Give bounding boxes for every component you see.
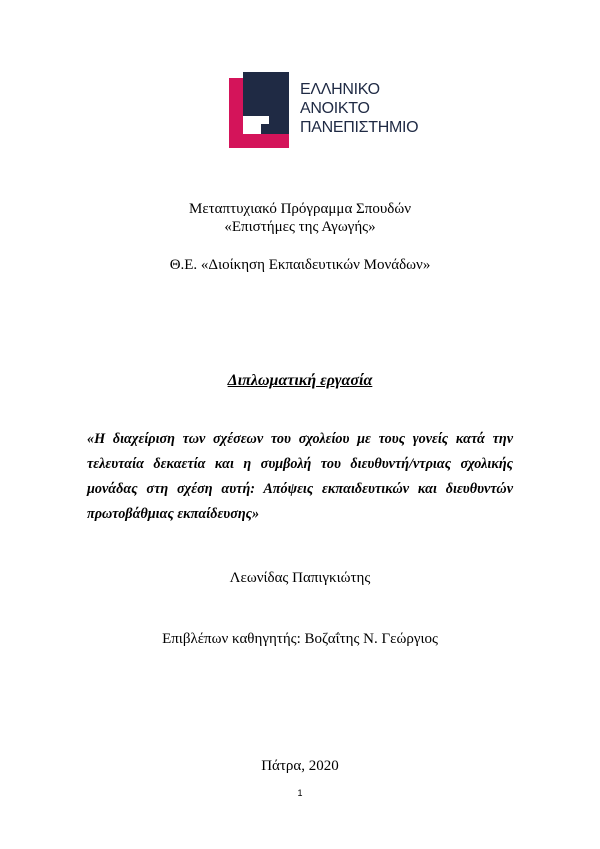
title-line-2: τελευταία δεκαετία και η συμβολή του διευθυντή/ντριας σχολικής: [87, 456, 513, 472]
course-name: Θ.Ε. «Διοίκηση Εκπαιδευτικών Μονάδων»: [169, 257, 431, 273]
program-subtitle: «Επιστήμες της Αγωγής»: [224, 219, 376, 235]
university-logo: [229, 72, 419, 148]
advisor-name: Επιβλέπων καθηγητής: Βοζαΐτης Ν. Γεώργιος: [162, 631, 438, 647]
title-line-4: πρωτοβάθμιας εκπαίδευσης»: [87, 506, 260, 522]
title-line-1: «Η διαχείριση των σχέσεων του σχολείου με τους γονείς κατά την: [87, 431, 513, 447]
place-date: Πάτρα, 2020: [261, 758, 339, 774]
author-name: Λεωνίδας Παπιγκιώτης: [229, 570, 371, 586]
logo-line-2: ΑΝΟΙΚΤΟ: [300, 100, 370, 117]
thesis-title: [87, 427, 513, 527]
title-line-3: μονάδας στη σχέση αυτή: Απόψεις εκπαιδευτικών και διευθυντών: [87, 481, 513, 497]
logo-line-1: ΕΛΛΗΝΙΚΟ: [300, 81, 380, 98]
thesis-label: Διπλωματική εργασία: [227, 372, 373, 389]
logo-line-3: ΠΑΝΕΠΙΣΤΗΜΙΟ: [300, 119, 419, 136]
logo-emblem-icon: [229, 72, 299, 148]
page-number: 1: [297, 788, 303, 798]
program-name: Μεταπτυχιακό Πρόγραμμα Σπουδών: [188, 201, 412, 217]
logo-wordmark: [300, 80, 418, 137]
